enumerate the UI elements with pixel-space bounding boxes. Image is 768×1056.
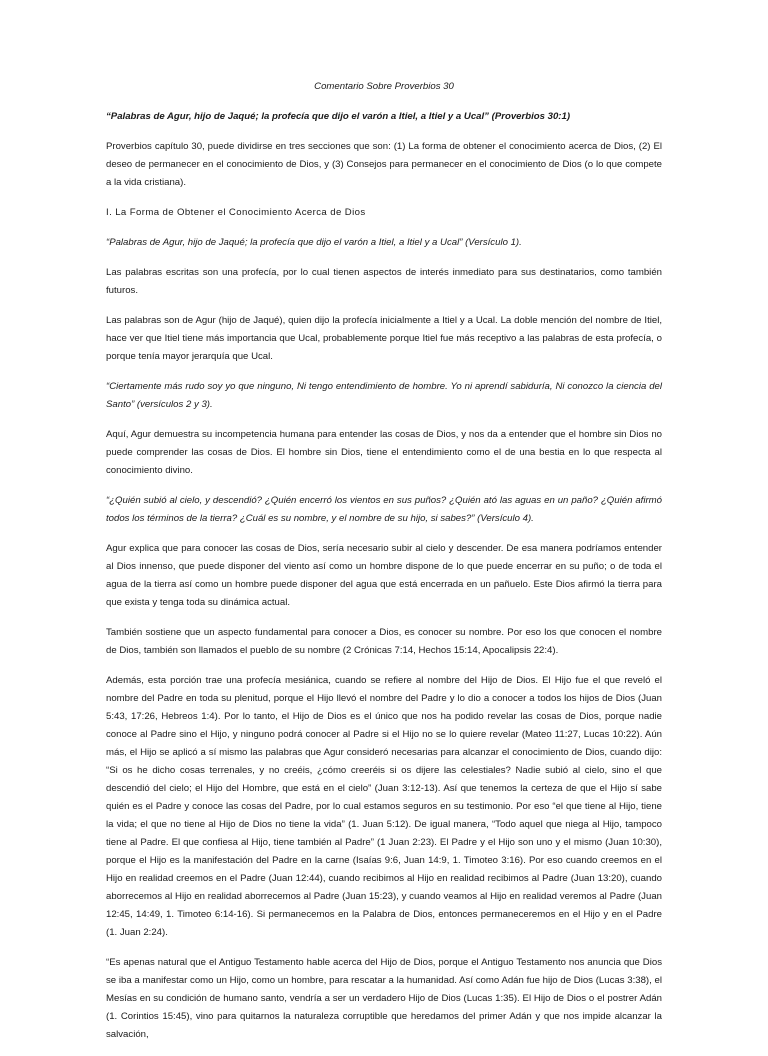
document-page — [106, 78, 662, 1056]
intro-paragraph: Proverbios capítulo 30, puede dividirse en tres secciones que son: (1) La forma de obtener el conocimiento acerca de Dios, (2) El deseo de permanecer en el conocimiento de Dios, y (3) Consejos para permanecer en el conocimiento de Dios (o lo que compete a la vida cristiana). — [106, 141, 662, 188]
body-paragraph: “Es apenas natural que el Antiguo Testamento hable acerca del Hijo de Dios, porque el Antiguo Testamento nos anuncia que Dios se iba a manifestar como un Hijo, como un hombre, para rescatar a la humanidad. Así como Adán fue hijo de Dios (Lucas 3:38), el Mesías en su condición de humano santo, vendría a ser un verdadero Hijo de Dios (Lucas 1:35). El Hijo de Dios o el postrer Adán (1. Corintios 15:45), vino para quitarnos la naturaleza corruptible que heredamos del primer Adán y que nos impide alcanzar la salvación, — [106, 957, 662, 1040]
body-paragraph: También sostiene que un aspecto fundamental para conocer a Dios, es conocer su nombre. Por eso los que conocen el nombre de Dios, también son llamados el pueblo de su nombre (2 Crónicas 7:14, Hechos 15:14, Apocalipsis 22:4). — [106, 627, 662, 656]
body-paragraph: Agur explica que para conocer las cosas de Dios, sería necesario subir al cielo y descender. De esa manera podríamos entender al Dios innenso, que puede disponer del viento así como un hombre dispone de lo que puede encerrar en su puño; o de toda el agua de la tierra así como un hombre puede disponer del agua que está encerrada en un pañuelo. Este Dios afirmó la tierra para que exista y tenga toda su dinámica actual. — [106, 543, 662, 608]
epigraph-quote: “Palabras de Agur, hijo de Jaqué; la profecía que dijo el varón a Itiel, a Itiel y a Ucal” (Proverbios 30:1) — [106, 111, 571, 122]
body-paragraph: Además, esta porción trae una profecía mesiánica, cuando se refiere al nombre del Hijo de Dios. El Hijo fue el que reveló el nombre del Padre en toda su plenitud, porque el Hijo llevó el nombre del Padre y lo dio a conocer a todos los hijos de Dios (Juan 5:43, 17:26, Hebreos 1:4). Por lo tanto, el Hijo de Dios es el único que nos ha podido revelar las cosas de Dios, porque nadie conoce al Padre sino el Hijo, y ninguno podrá conocer al Padre si el Hijo no se lo quiere revelar (Mateo 11:27, Lucas 10:22). Aún más, el Hijo se aplicó a sí mismo las palabras que Agur consideró necesarias para alcanzar el conocimiento de Dios, cuando dijo: “Si os he dicho cosas terrenales, y no creéis, ¿cómo creeréis si os dijere las celestiales? Nadie subió al cielo, sino el que descendió del cielo; el Hijo del Hombre, que está en el cielo” (Juan 3:12-13). Así que tenemos la certeza de que el Hijo sí sabe quién es el Padre y conoce las cosas del Padre, por lo cual estamos seguros en su testimonio. Por eso “el que tiene al Hijo, tiene la vida; el que no tiene al Hijo de Dios no tiene la vida” (1. Juan 5:12). De igual manera, “Todo aquel que niega al Hijo, tampoco tiene al Padre. El que confiesa al Hijo, tiene también al Padre” (1 Juan 2:23). El Padre y el Hijo son uno y el mismo (Juan 10:30), porque el Hijo es la manifestación del Padre en la carne (Isaías 9:6, Juan 14:9, 1. Timoteo 3:16). Por eso cuando creemos en el Hijo en realidad creemos en el Padre (Juan 12:44), cuando recibimos al Hijo en realidad recibimos al Padre (Juan 13:20), cuando aborrecemos al Hijo en realidad aborrecemos al Padre (Juan 15:23), y cuando veamos al Hijo en realidad veremos al Padre (Juan 12:45, 14:49, 1. Timoteo 6:14-16). Si permanecemos en la Palabra de Dios, entonces permaneceremos en el Hijo y en el Padre (1. Juan 2:24). — [106, 675, 662, 938]
verse-quote: “Ciertamente más rudo soy yo que ninguno, Ni tengo entendimiento de hombre. Yo ni aprendí sabiduría, Ni conozco la ciencia del Santo” (versículos 2 y 3). — [106, 381, 662, 410]
section-heading: I. La Forma de Obtener el Conocimiento Acerca de Dios — [106, 207, 366, 218]
body-paragraph: Aquí, Agur demuestra su incompetencia humana para entender las cosas de Dios, y nos da a entender que el hombre sin Dios no puede comprender las cosas de Dios. El hombre sin Dios, tiene el entendimiento como el de una bestia en lo que respecta al conocimiento divino. — [106, 429, 662, 476]
body-paragraph: Las palabras escritas son una profecía, por lo cual tienen aspectos de interés inmediato para sus destinatarios, como también futuros. — [106, 267, 662, 296]
verse-quote: “Palabras de Agur, hijo de Jaqué; la profecía que dijo el varón a Itiel, a Itiel y a Ucal” (Versículo 1). — [106, 237, 522, 248]
verse-quote: “¿Quién subió al cielo, y descendió? ¿Quién encerró los vientos en sus puños? ¿Quién ató las aguas en un paño? ¿Quién afirmó todos los términos de la tierra? ¿Cuál es su nombre, y el nombre de su hijo, si sabes?” (Versículo 4). — [106, 495, 662, 524]
document-title: Comentario Sobre Proverbios 30 — [314, 81, 454, 92]
body-paragraph: Las palabras son de Agur (hijo de Jaqué), quien dijo la profecía inicialmente a Itiel y a Ucal. La doble mención del nombre de Itiel, hace ver que Itiel tiene más importancia que Ucal, probablemente porque Itiel fue más receptivo a las palabras de esta profecía, o porque tenía mayor jerarquía que Ucal. — [106, 315, 662, 362]
